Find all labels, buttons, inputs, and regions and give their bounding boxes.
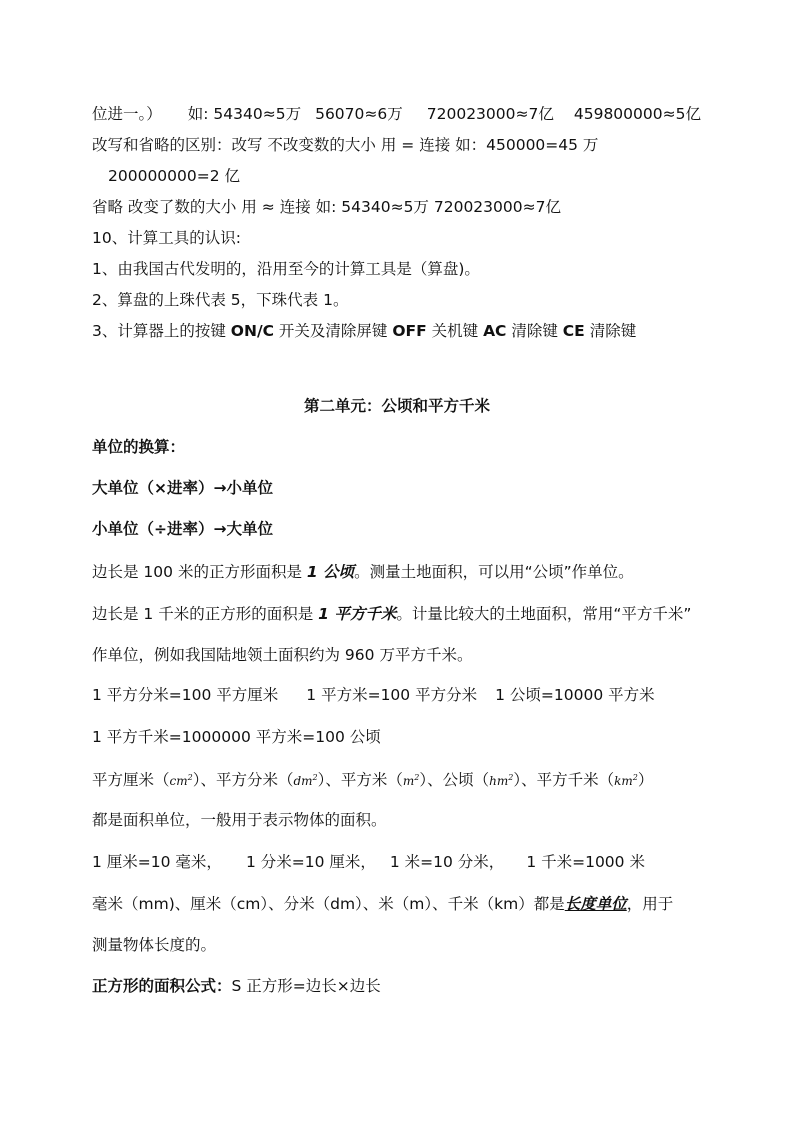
omit-line: 省略 改变了数的大小 用 ≈ 连接 如: 54340≈5万 720023000≈7亿 [92, 198, 561, 216]
length-conversion-line [92, 851, 645, 873]
hectare-definition [92, 561, 634, 583]
text-fragment: ）、平方米（ [317, 771, 403, 789]
text-fragment: ）、平方千米（ [513, 771, 615, 789]
emphasis-term: 1 平方千米 [318, 605, 397, 623]
square-area-formula [92, 975, 381, 997]
big-to-small-rule: 大单位（×进率）→小单位 [92, 479, 273, 497]
text-fragment: 。测量土地面积，可以用“公顷”作单位。 [354, 563, 634, 581]
length-units-cont: 测量物体长度的。 [92, 936, 217, 954]
small-to-big-rule: 小单位（÷进率）→大单位 [92, 520, 273, 538]
text-fragment: 1 公顷=10000 平方米 [495, 686, 655, 704]
emphasis-term: 长度单位 [564, 895, 627, 913]
text-fragment: 720023000≈7亿 [426, 105, 554, 123]
key-label: CE [562, 322, 585, 340]
key-label: ON/C [230, 322, 274, 340]
formula-text: S 正方形=边长×边长 [231, 977, 381, 995]
emphasis-term: 1 公顷 [306, 563, 355, 581]
unit-symbol: $dm^2$ [293, 773, 318, 788]
text-fragment: 1 米=10 分米， [389, 853, 505, 871]
calculator-keys-line [92, 320, 636, 342]
sqkm-conversion-line: 1 平方千米=1000000 平方米=100 公顷 [92, 728, 381, 746]
formula-label: 正方形的面积公式： [92, 977, 232, 995]
text-fragment: 459800000≈5亿 [573, 105, 701, 123]
text-fragment: 56070≈6万 [315, 105, 403, 123]
text-fragment: 如: 54340≈5万 [187, 105, 302, 123]
text-fragment: 1 厘米=10 毫米， [92, 853, 222, 871]
rewrite-example-line: 200000000=2 亿 [108, 167, 241, 185]
sqkm-definition [92, 603, 691, 625]
text-fragment: 边长是 100 米的正方形面积是 [92, 563, 307, 581]
text-fragment: 关机键 [426, 322, 484, 340]
unit-symbol: $m^2$ [402, 773, 420, 788]
text-fragment: 位进一。） [92, 105, 162, 123]
text-fragment: 1 分米=10 厘米， [245, 853, 376, 871]
text-fragment: 清除键 [584, 322, 637, 340]
text-fragment: 清除键 [506, 322, 563, 340]
unit-conversion-heading: 单位的换算： [92, 438, 186, 456]
section-title: 第二单元：公顷和平方千米 [303, 397, 490, 415]
unit-symbol: $km^2$ [614, 773, 638, 788]
text-fragment: 1 平方米=100 平方分米 [306, 686, 478, 704]
text-fragment: ） [637, 771, 654, 789]
unit-symbol: $hm^2$ [489, 773, 514, 788]
unit-symbol: $cm^2$ [169, 773, 193, 788]
text-fragment: ，用于 [626, 895, 674, 913]
text-fragment: 平方厘米（ [92, 771, 170, 789]
text-fragment: ）、平方分米（ [192, 771, 294, 789]
text-fragment: 毫米（mm)、厘米（cm）、分米（dm）、米（m）、千米（km）都是 [92, 895, 565, 913]
approx-examples-line [92, 103, 701, 125]
area-conversion-line [92, 684, 655, 706]
text-fragment: ）、公顷（ [419, 771, 490, 789]
text-fragment: 1 千米=1000 米 [526, 853, 645, 871]
key-label: OFF [392, 322, 427, 340]
text-fragment: 边长是 1 千米的正方形的面积是 [92, 605, 319, 623]
text-fragment: 1 平方分米=100 平方厘米 [92, 686, 279, 704]
calc-tools-heading: 10、计算工具的认识: [92, 229, 241, 247]
abacus-beads-line: 2、算盘的上珠代表 5，下珠代表 1。 [92, 291, 349, 309]
sqkm-definition-cont: 作单位，例如我国陆地领土面积约为 960 万平方千米。 [92, 646, 473, 664]
text-fragment: 开关及清除屏键 [273, 322, 393, 340]
area-units-note: 都是面积单位，一般用于表示物体的面积。 [92, 811, 387, 829]
key-label: AC [483, 322, 507, 340]
text-fragment: 。计量比较大的土地面积，常用“平方千米” [396, 605, 692, 623]
area-units-line [92, 767, 653, 792]
length-units-line [92, 893, 673, 915]
rewrite-vs-omit-line: 改写和省略的区别：改写 不改变数的大小 用 = 连接 如：450000=45 万 [92, 136, 599, 154]
text-fragment: 3、计算器上的按键 [92, 322, 231, 340]
abacus-line: 1、由我国古代发明的，沿用至今的计算工具是（算盘)。 [92, 260, 480, 278]
